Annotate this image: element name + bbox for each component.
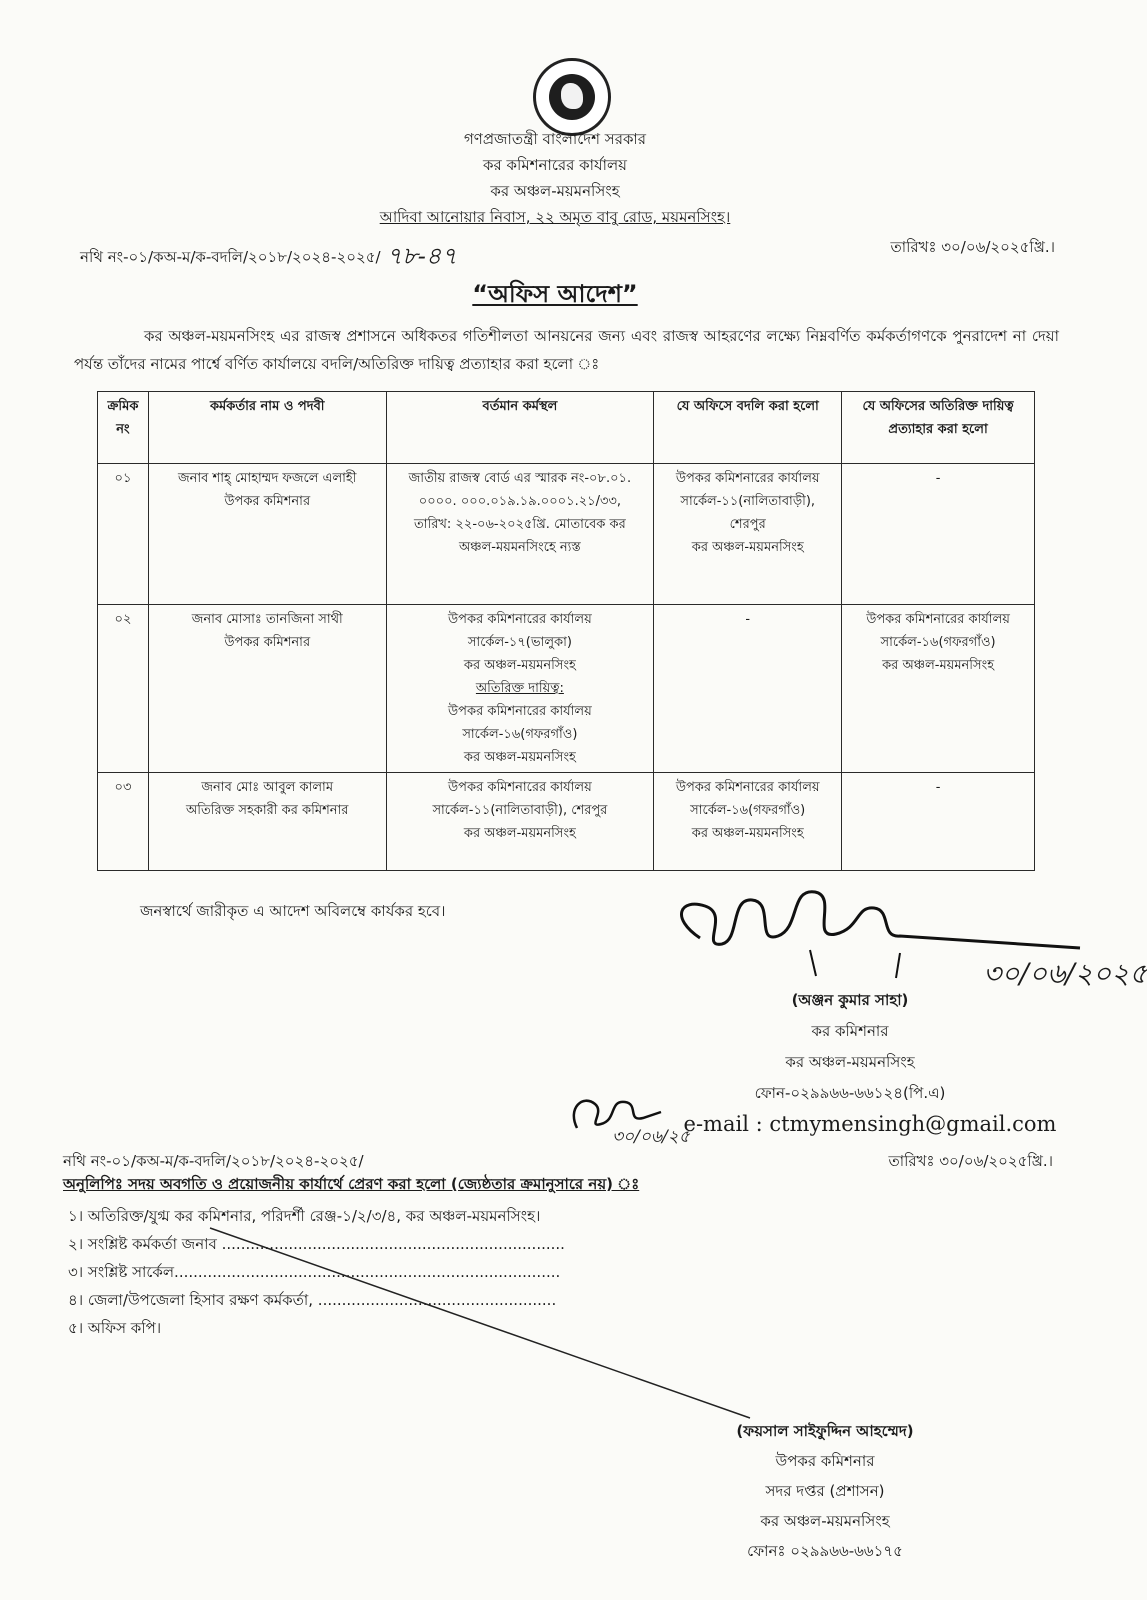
seal-emblem (549, 74, 595, 120)
withdrawn-line: - (935, 471, 941, 486)
copy-reference-line (63, 1150, 1053, 1175)
current-line: সার্কেল-১৭(ভালুকা) (467, 635, 572, 650)
list-item: ৪। জেলা/উপজেলা হিসাব রক্ষণ কর্মকর্তা, .................................................. (68, 1291, 557, 1309)
withdrawn-line: - (935, 780, 941, 795)
cell-name (148, 773, 386, 871)
current-line: উপকর কমিশনারের কার্যালয় (448, 612, 592, 627)
effect-statement: জনস্বার্থে জারীকৃত এ আদেশ অবিলম্বে কার্যকর হবে। (140, 902, 446, 920)
deputy-designation: উপকর কমিশনার (775, 1452, 875, 1470)
current-line: জাতীয় রাজস্ব বোর্ড এর স্মারক নং-০৮.০১. (408, 471, 632, 486)
officer-name: জনাব মোঃ আবুল কালাম (201, 780, 334, 795)
cell-serial: ০৩ (98, 773, 149, 871)
transfer-line: সার্কেল-১৬(গফরগাঁও) (690, 803, 806, 818)
government-seal (533, 58, 611, 136)
issue-date: তারিখঃ ৩০/০৬/২০২৫খ্রি.। (890, 238, 1055, 256)
cell-serial: ০২ (98, 605, 149, 773)
copy-heading: অনুলিপিঃ সদয় অবগতি ও প্রয়োজনীয় কার্যার্থে প্রেরণ করা হলো (জ্যেষ্ঠতার ক্রমানুসারে নয়) ঃ (63, 1175, 640, 1193)
header-government: গণপ্রজাতন্ত্রী বাংলাদেশ সরকার (463, 130, 647, 148)
handwritten-file-number: ৭৮-৪৭ (386, 242, 457, 270)
transfer-line: উপকর কমিশনারের কার্যালয় (675, 471, 820, 486)
header-office: কর কমিশনারের কার্যালয় (483, 156, 627, 174)
extra-line: উপকর কমিশনারের কার্যালয় (448, 704, 592, 719)
document-title (0, 276, 1110, 316)
cell-name (148, 605, 386, 773)
current-line: কর অঞ্চল-ময়মনসিংহ (463, 658, 576, 673)
header-zone: কর অঞ্চল-ময়মনসিংহ (490, 182, 620, 200)
document-title-text: “অফিস আদেশ” (472, 280, 638, 308)
transfer-table (97, 391, 1035, 871)
deputy-commissioner-block (690, 1416, 960, 1566)
deputy-office: সদর দপ্তর (প্রশাসন) (765, 1482, 885, 1500)
deputy-phone: ফোনঃ ০২৯৯৬৬-৬৬১৭৫ (747, 1542, 903, 1560)
list-item: ৫। অফিস কপি। (68, 1319, 162, 1337)
officer-designation: উপকর কমিশনার (224, 635, 311, 650)
officer-name: জনাব মোসাঃ তানজিনা সাথী (191, 612, 343, 627)
file-number-text: নথি নং-০১/কঅ-ম/ক-বদলি/২০১৮/২০২৪-২০২৫/ (80, 248, 381, 266)
cell-transferred-to (654, 605, 842, 773)
list-item: ১। অতিরিক্ত/যুগ্ম কর কমিশনার, পরিদর্শী রেঞ্জ-১/২/৩/৪, কর অঞ্চল-ময়মনসিংহ। (68, 1207, 541, 1225)
transfer-line: - (745, 612, 751, 627)
transfer-line: সার্কেল-১১(নালিতাবাড়ী), (680, 494, 816, 509)
cell-transferred-to (654, 773, 842, 871)
deputy-zone: কর অঞ্চল-ময়মনসিংহ (760, 1512, 890, 1530)
cell-withdrawn (842, 464, 1035, 605)
letterhead (0, 126, 1110, 230)
deputy-name: (ফয়সাল সাইফুদ্দিন আহম্মেদ) (736, 1422, 914, 1440)
current-line: কর অঞ্চল-ময়মনসিংহ (463, 826, 576, 841)
table-row (98, 464, 1035, 605)
cell-transferred-to (654, 464, 842, 605)
cell-withdrawn (842, 605, 1035, 773)
officer-designation: অতিরিক্ত সহকারী কর কমিশনার (186, 803, 349, 818)
withdrawn-line: সার্কেল-১৬(গফরগাঁও) (880, 635, 996, 650)
col-name: কর্মকর্তার নাম ও পদবী (148, 392, 386, 464)
current-line: ০০০০. ০০০.০১৯.১৯.০০০১.২১/৩৩, (418, 494, 622, 509)
commissioner-designation: কর কমিশনার (811, 1022, 889, 1040)
initial-date: ৩০/০৬/২৫ (612, 1127, 690, 1147)
col-withdrawn: যে অফিসের অতিরিক্ত দায়িত্ব প্রত্যাহার করা হলো (842, 392, 1035, 464)
table-header-row (98, 392, 1035, 464)
officer-designation: উপকর কমিশনার (224, 494, 311, 509)
transfer-line: শেরপুর (729, 517, 766, 532)
commissioner-office: কর অঞ্চল-ময়মনসিংহ (785, 1053, 915, 1071)
col-serial: ক্রমিক নং (98, 392, 149, 464)
header-address: আদিবা আনোয়ার নিবাস, ২২ অমৃত বাবু রোড, ময়মনসিংহ। (379, 208, 731, 226)
extra-charge-label: অতিরিক্ত দায়িত্ব: (475, 681, 564, 696)
current-line: উপকর কমিশনারের কার্যালয় (448, 780, 592, 795)
current-line: অঞ্চল-ময়মনসিংহে ন্যস্ত (458, 540, 581, 555)
withdrawn-line: কর অঞ্চল-ময়মনসিংহ (882, 658, 995, 673)
copy-date: তারিখঃ ৩০/০৬/২০২৫খ্রি.। (888, 1152, 1053, 1170)
transfer-line: উপকর কমিশনারের কার্যালয় (675, 780, 820, 795)
table-row (98, 773, 1035, 871)
strike-through-line (210, 1228, 750, 1418)
commissioner-block (640, 985, 1060, 1140)
extra-line: সার্কেল-১৬(গফরগাঁও) (462, 727, 578, 742)
list-item: ৩। সংশ্লিষ্ট সার্কেল................................................................................. (68, 1263, 561, 1281)
commissioner-email: e-mail : ctmymensingh@gmail.com (683, 1112, 1057, 1136)
cell-name (148, 464, 386, 605)
cell-current (386, 773, 654, 871)
col-current: বর্তমান কর্মস্থল (386, 392, 654, 464)
cell-serial: ০১ (98, 464, 149, 605)
officer-name: জনাব শাহ্ মোহাম্মদ ফজলে এলাহী (177, 471, 357, 486)
current-line: তারিখ: ২২-০৬-২০২৫খ্রি. মোতাবেক কর (413, 517, 626, 532)
table-row (98, 605, 1035, 773)
extra-line: কর অঞ্চল-ময়মনসিংহ (463, 750, 576, 765)
transfer-line: কর অঞ্চল-ময়মনসিংহ (691, 540, 804, 555)
commissioner-phone: ফোন-০২৯৯৬৬-৬৬১২৪(পি.এ) (754, 1084, 946, 1102)
current-line: সার্কেল-১১(নালিতাবাড়ী), শেরপুর (432, 803, 608, 818)
intro-paragraph: কর অঞ্চল-ময়মনসিংহ এর রাজস্ব প্রশাসনে অধিকতর গতিশীলতা আনয়নের জন্য এবং রাজস্ব আহরণের লক্ষ্যে নিম্নবর্ণিত কর্মকর্তাগণকে পুনরাদেশ না দেয়া পর্যন্ত তাঁদের নামের পার্শ্বে বর্ণিত কার্যালয়ে বদলি/অতিরিক্ত দায়িত্ব প্রত্যাহার করা হলো ঃ (74, 327, 1059, 373)
cell-current (386, 605, 654, 773)
copy-file-number: নথি নং-০১/কঅ-ম/ক-বদলি/২০১৮/২০২৪-২০২৫/ (63, 1152, 364, 1170)
bangladesh-map-icon (561, 83, 583, 109)
withdrawn-line: উপকর কমিশনারের কার্যালয় (866, 612, 1010, 627)
transfer-line: কর অঞ্চল-ময়মনসিংহ (691, 826, 804, 841)
commissioner-name: (অঞ্জন কুমার সাহা) (791, 991, 909, 1009)
col-transferred-to: যে অফিসে বদলি করা হলো (654, 392, 842, 464)
list-item: ২। সংশ্লিষ্ট কর্মকর্তা জনাব ........................................................................ (68, 1235, 565, 1253)
cell-current (386, 464, 654, 605)
cell-withdrawn (842, 773, 1035, 871)
signature-date: ৩০/০৬/২০২৫ (983, 957, 1147, 990)
file-number (80, 236, 457, 276)
